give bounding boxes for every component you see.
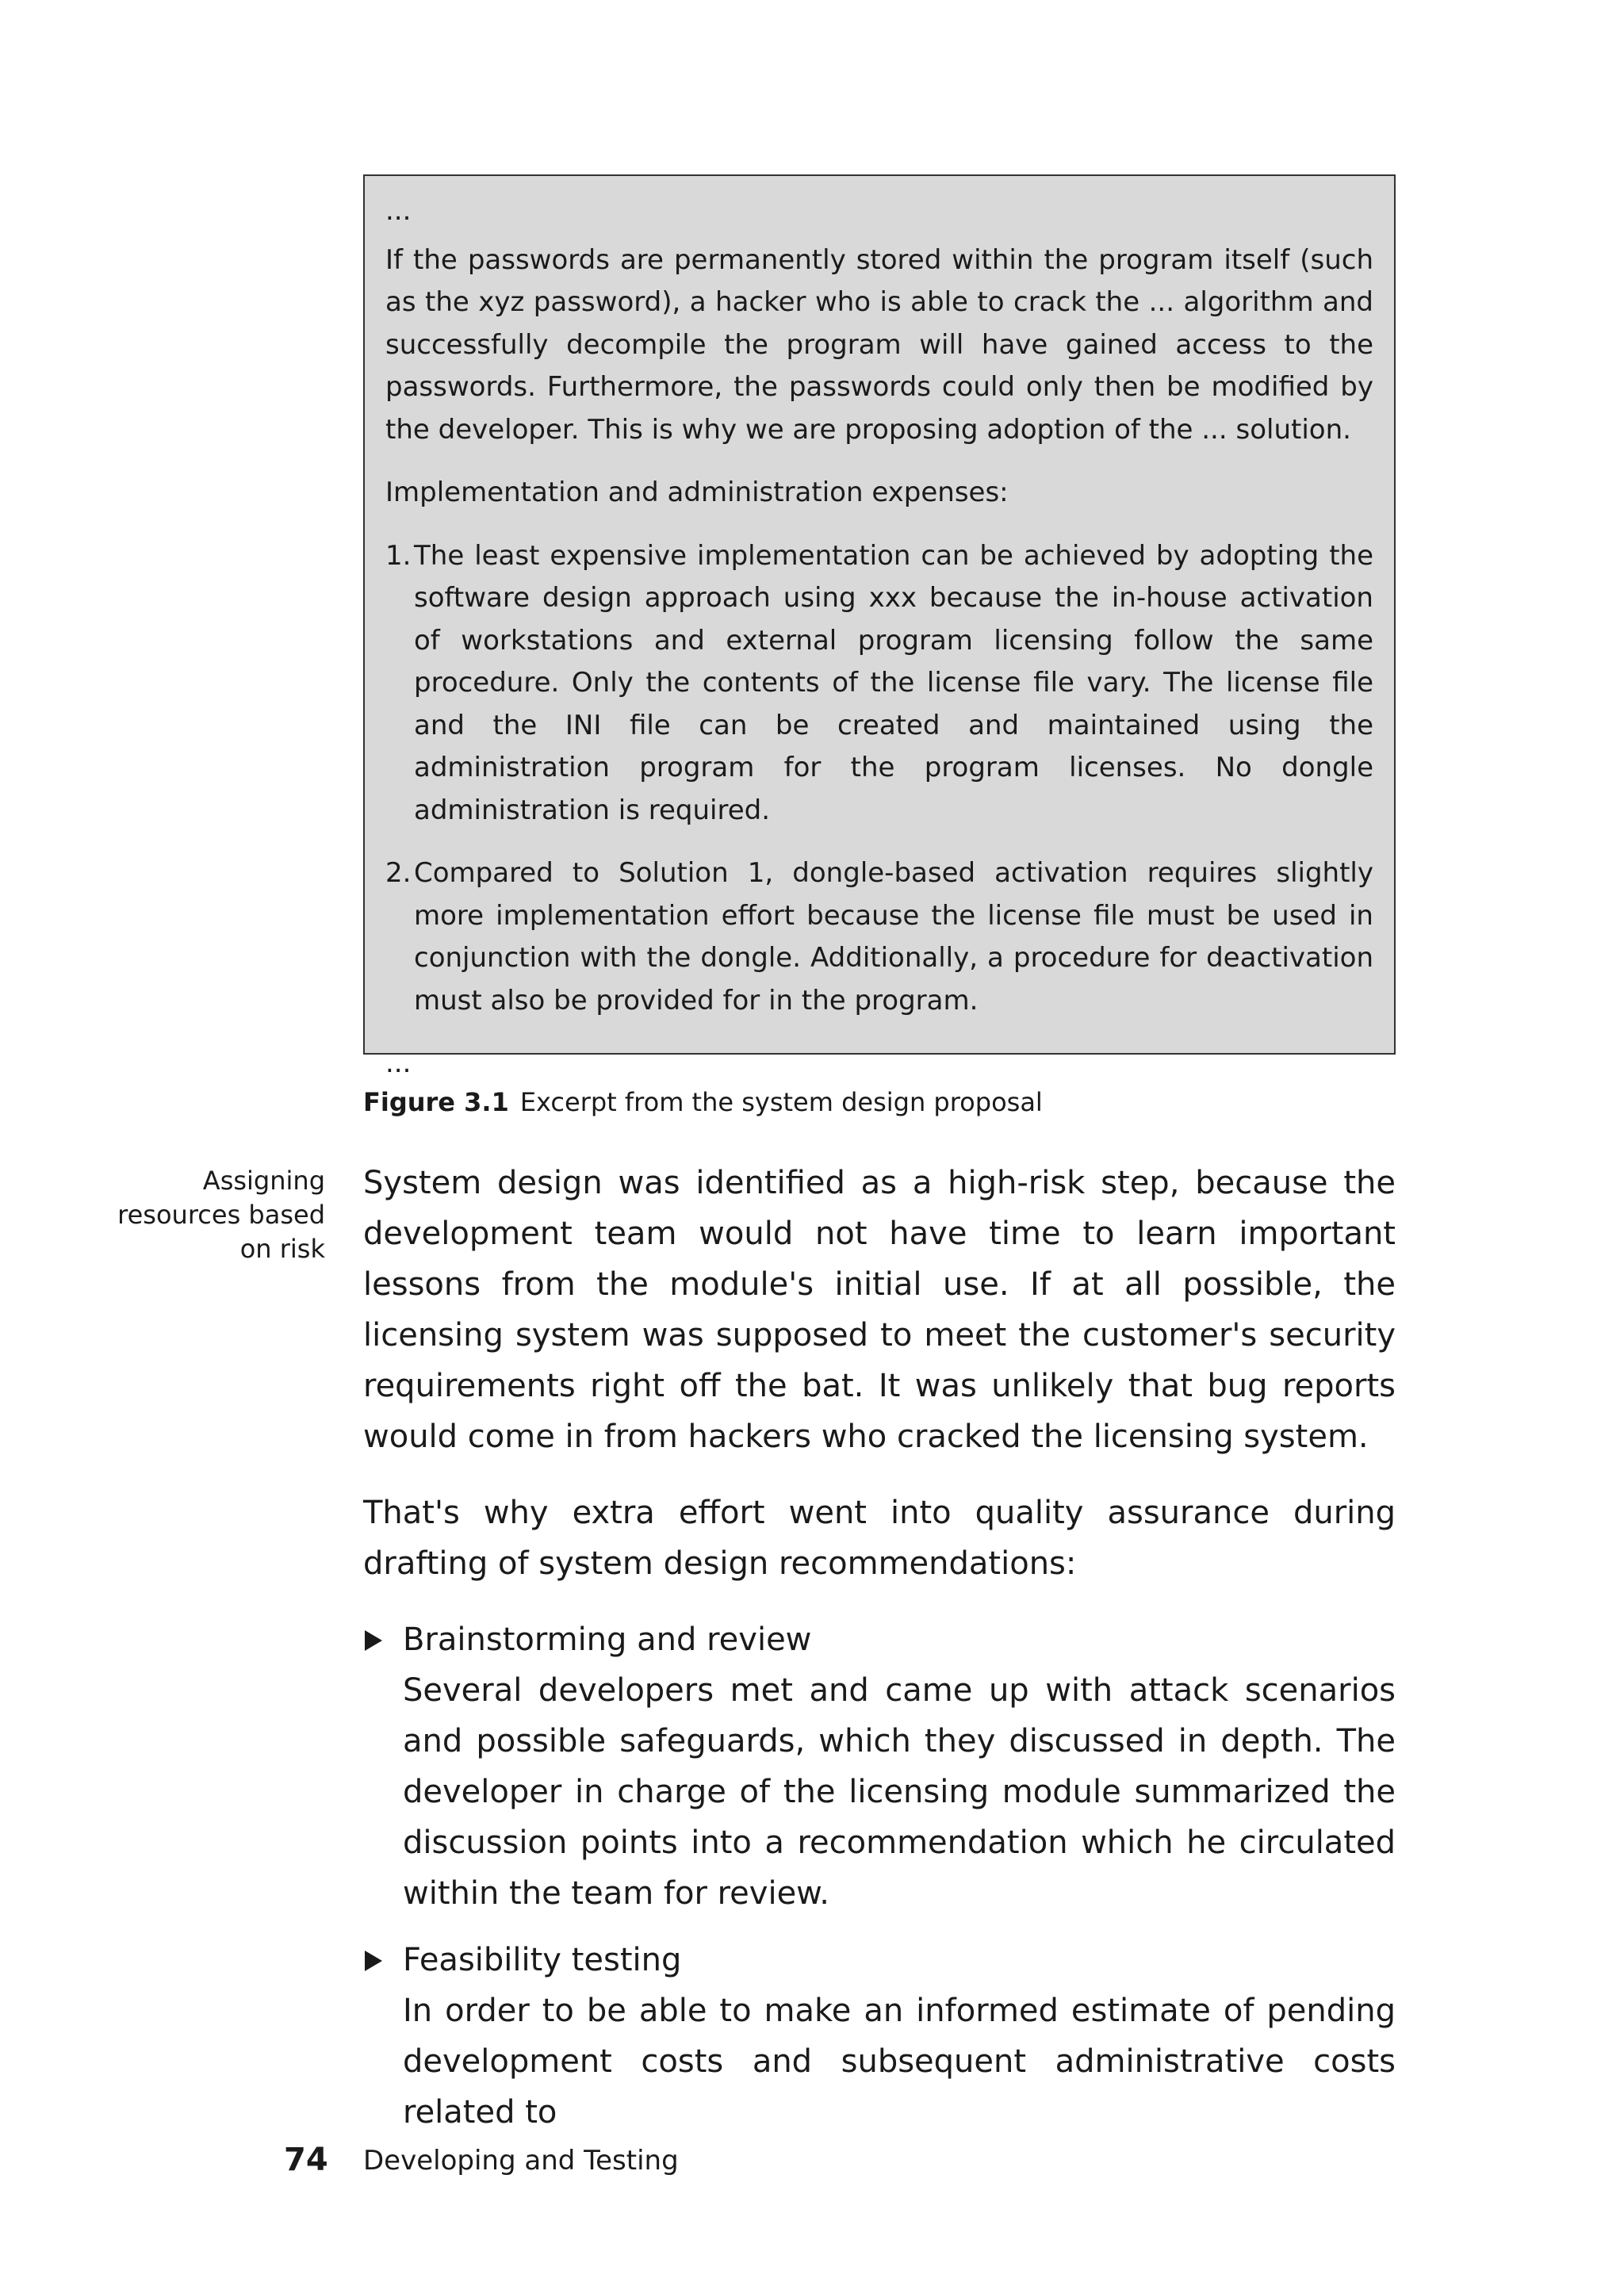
- list-number: 2.: [385, 857, 412, 889]
- list-item-text: Compared to Solution 1, dongle-based activation requires slightly more implementation effort because the license file must be used in conjunction with the dongle. Additionally, a procedure for deactivation must also be provided for in the program.: [414, 857, 1373, 1017]
- figure-box: [363, 174, 1396, 1079]
- figure-label: Figure 3.1: [363, 1087, 509, 1117]
- box-list-item: [385, 535, 1373, 833]
- body-paragraph: That's why extra effort went into quality assurance during drafting of system design recommendations:: [363, 1495, 1396, 1582]
- box-ellipsis-bottom: ...: [385, 1047, 412, 1079]
- box-paragraph: If the passwords are permanently stored within the program itself (such as the xyz password), a hacker who is able to crack the ... algorithm and successfully decompile the program will have gained access to the passwords. Furthermore, the passwords could only then be modified by the developer. This is why we are proposing adoption of the ... solution.: [385, 243, 1373, 446]
- bullet-item: [363, 1614, 1396, 1919]
- margin-note-line: on risk: [239, 1234, 325, 1264]
- figure-caption: [363, 1086, 1043, 1118]
- box-ellipsis-top: ...: [385, 195, 412, 227]
- list-item-text: The least expensive implementation can be achieved by adopting the software design approach using xxx because the in-house activation of workstations and external program licensing follow the same procedure. Only the contents of the license file vary. The license file and the INI file can be created and maintained using the administration program for the program licenses. No dongle administration is required.: [414, 539, 1373, 826]
- list-number: 1.: [385, 539, 412, 572]
- box-list-item: [385, 852, 1373, 1022]
- bullet-list: [363, 1614, 1396, 2138]
- body-text: [363, 1158, 1396, 2154]
- body-paragraph: System design was identified as a high-risk step, because the development team would not have time to learn important lessons from the module's initial use. If at all possible, the licensing system was supposed to meet the customer's security requirements right off the bat. It was unlikely that bug reports would come in from hackers who cracked the licensing system.: [363, 1165, 1396, 1455]
- box-heading: Implementation and administration expenses:: [385, 477, 1009, 508]
- box-numbered-list: [385, 535, 1373, 1023]
- margin-note-line: Assigning: [202, 1166, 325, 1196]
- triangle-bullet-icon: [365, 1630, 382, 1651]
- bullet-text: Several developers met and came up with attack scenarios and possible safeguards, which they discussed in depth. The developer in charge of the licensing module summarized the discussion points into a recommendation which he circulated within the team for review.: [403, 1672, 1396, 1912]
- bullet-title: Feasibility testing: [403, 1942, 682, 1978]
- margin-note: [95, 1164, 325, 1266]
- margin-note-line: resources based: [117, 1200, 325, 1230]
- bullet-title: Brainstorming and review: [403, 1622, 812, 1658]
- running-footer: Developing and Testing: [363, 2145, 679, 2177]
- figure-caption-text: Excerpt from the system design proposal: [519, 1087, 1043, 1117]
- bullet-text: In order to be able to make an informed estimate of pending development costs and subsequent administrative costs related to: [403, 1993, 1396, 2131]
- page-number: 74: [284, 2142, 328, 2178]
- triangle-bullet-icon: [365, 1951, 382, 1971]
- bullet-item: [363, 1935, 1396, 2138]
